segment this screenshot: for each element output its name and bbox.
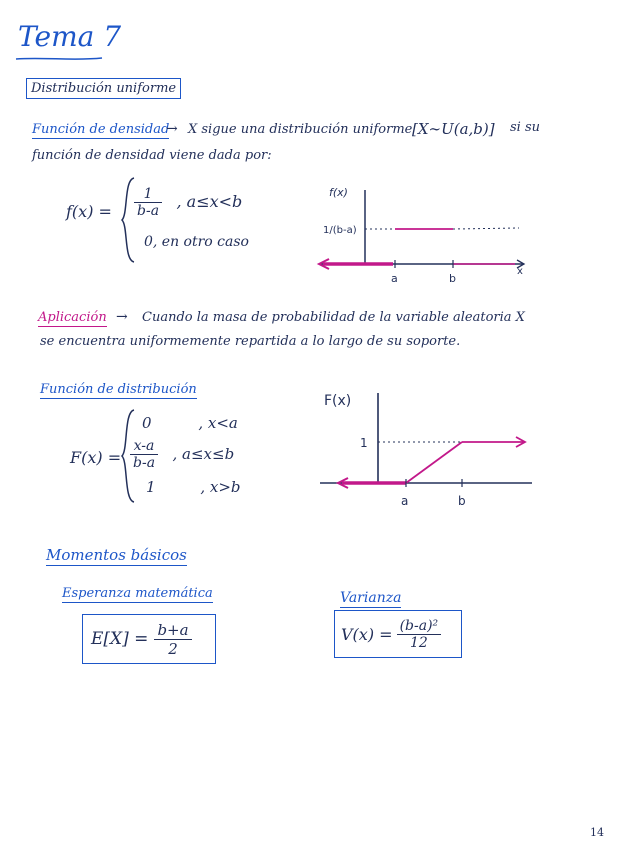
density-y-label: f(x) [329, 186, 348, 199]
distribution-tick-b-label: b [458, 494, 466, 508]
application-line-1: Cuando la masa de probabilidad de la variable aleatoria X [142, 310, 525, 325]
distribution-graph [310, 385, 550, 515]
mean-lhs: E[X] = [91, 629, 149, 649]
density-x-label: x [517, 266, 523, 277]
application-heading: Aplicación [38, 310, 107, 325]
distribution-case-3-cond: , x>b [200, 478, 241, 496]
density-tick-a-label: a [391, 272, 398, 285]
density-fraction-den: b-a [137, 203, 160, 219]
density-level-label: 1/(b-a) [323, 225, 357, 236]
density-level-tail [453, 228, 519, 229]
distribution-fraction [130, 438, 158, 471]
distribution-fraction-den: b-a [133, 455, 156, 471]
section-label: Distribución uniforme [26, 78, 181, 99]
density-sentence-1b: si su [510, 120, 541, 135]
density-f-label: f(x) = [66, 202, 112, 221]
distribution-tick-a-label: a [401, 494, 409, 508]
mean-fraction [154, 621, 191, 658]
distribution-case-1-val: 0 [142, 414, 152, 432]
mean-den: 2 [168, 639, 178, 658]
density-arrow: → [166, 121, 178, 137]
density-heading: Función de densidad [32, 122, 170, 137]
page-number: 14 [590, 826, 604, 839]
distribution-case-2 [130, 438, 234, 471]
density-tick-b-label: b [449, 272, 456, 285]
density-sentence-1: X sigue una distribución uniforme [188, 122, 413, 137]
density-case-2: 0, en otro caso [144, 234, 249, 250]
mean-formula-box [82, 614, 216, 664]
variance-num: (b-a)² [397, 618, 442, 635]
title-underline [14, 56, 104, 62]
distribution-case-2-cond: , a≤x≤b [172, 444, 235, 463]
variance-den: 12 [409, 634, 428, 651]
distribution-case-1 [142, 414, 238, 432]
density-fraction-num: 1 [134, 186, 162, 203]
mean-label: Esperanza matemática [62, 586, 213, 601]
page-title: Tema 7 [18, 20, 122, 53]
moments-heading: Momentos básicos [46, 546, 187, 564]
variance-formula-box [334, 610, 462, 658]
variance-lhs: V(x) = [341, 624, 393, 644]
density-sentence-2: función de densidad viene dada por: [32, 148, 272, 163]
distribution-ramp [406, 442, 462, 483]
density-graph [305, 178, 535, 288]
mean-num: b+a [154, 621, 191, 640]
density-case-1 [134, 186, 242, 219]
distribution-case-3 [146, 478, 241, 496]
distribution-F-label: F(x) = [70, 448, 122, 467]
application-arrow: → [116, 309, 128, 325]
distribution-case-1-cond: , x<a [198, 414, 238, 432]
distribution-y-label: F(x) [324, 393, 352, 409]
distribution-case-3-val: 1 [146, 478, 156, 496]
density-fraction [134, 186, 162, 219]
distribution-heading: Función de distribución [40, 382, 197, 397]
application-line-2: se encuentra uniformemente repartida a lo largo de su soporte. [40, 334, 461, 349]
distribution-fraction-num: x-a [130, 438, 158, 455]
distribution-level-label: 1 [360, 436, 368, 450]
density-case-1-cond: , a≤x<b [176, 191, 243, 211]
variance-label: Varianza [340, 590, 402, 606]
variance-fraction [397, 618, 442, 651]
density-notation: [X∼U(a,b)] [412, 120, 495, 138]
